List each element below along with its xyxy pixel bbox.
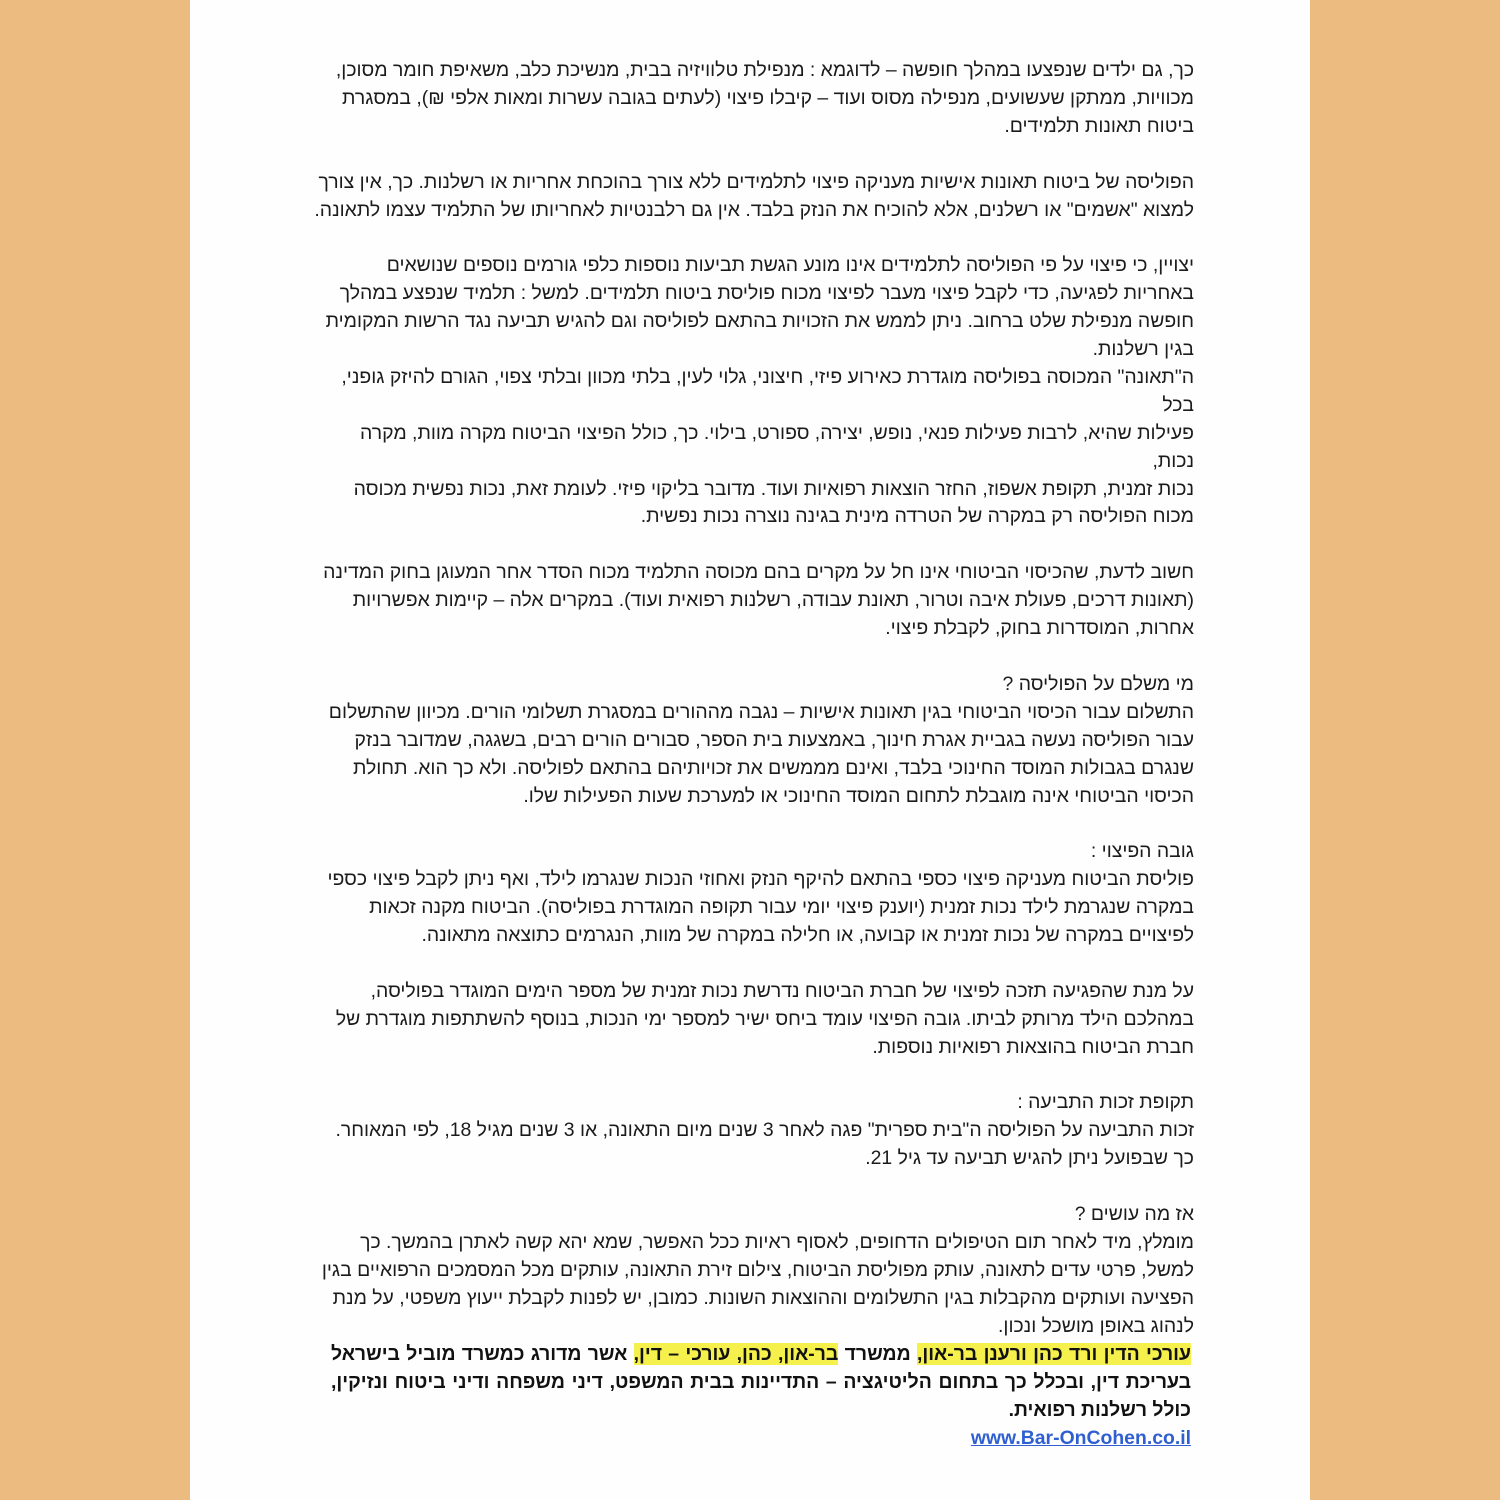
- from-office-text: ממשרד: [838, 1343, 917, 1365]
- section-claim-period: תקופת זכות התביעה : זכות התביעה על הפוליסה ה"בית ספרית" פגה לאחר 3 שנים מיום התאונה, או 3 שנים מגיל 18, לפי המאוחר. כך שבפועל ניתן להגיש תביעה עד גיל 21.: [335, 1091, 1194, 1170]
- office-description: אשר מדורג כמשרד מוביל בישראל בעריכת דין, ובכלל כך בתחום הליטיגציה – התדיינות בבית המשפט, דיני משפחה ודיני ביטוח ונזיקין, כולל רשלנות רפואית.: [331, 1343, 1191, 1421]
- paragraph-coverage-exclusions: חשוב לדעת, שהכיסוי הביטוחי אינו חל על מקרים בהם מכוסה התלמיד מכוח הסדר אחר המעוגן בחוק המדינה (תאונות דרכים, פעולת איבה וטרור, תאונת עבודה, רשלנות רפואית ועוד). במקרים אלה – קיימות אפשרויות אחרות, המוסדרות בחוק, לקבלת פיצוי.: [323, 561, 1194, 640]
- section-compensation-amount: גובה הפיצוי : פוליסת הביטוח מעניקה פיצוי כספי בהתאם להיקף הנזק ואחוזי הנכות שנגרמו לילד, ואף ניתן לקבל פיצוי כספי במקרה שנגרמת לילד נכות זמנית (יוענק פיצוי יומי עבור תקופה המוגדרת בפוליסה). הביטוח מקנה זכאות לפיצויים במקרה של נכות זמנית או קבועה, או חלילה במקרה של מוות, הנגרמים כתוצאה מתאונה.: [327, 840, 1194, 947]
- office-name-highlight: בר-און, כהן, עורכי – דין,: [633, 1343, 839, 1365]
- article-body: [314, 57, 1194, 1368]
- author-footer: [331, 1340, 1191, 1452]
- paragraph-vacation-injuries: כך, גם ילדים שנפצעו במהלך חופשה – לדוגמא : מנפילת טלוויזיה בבית, מנשיכת כלב, משאיפת חומר מסוכן, מכוויות, ממתקן שעשועים, מנפילה מסוס ועוד – קיבלו פיצוי (לעתים בגובה עשרות ומאות אלפי ₪), במסגרת ביטוח תאונות תלמידים.: [335, 59, 1194, 137]
- section-who-pays: מי משלם על הפוליסה ? התשלום עבור הכיסוי הביטוחי בגין תאונות אישיות – נגבה מההורים במסגרת תשלומי הורים. מכיוון שהתשלום עבור הפוליסה נעשה בגביית אגרת חינוך, באמצעות בית הספר, סבורים הורים רבים, בשגגה, שמדובר בנזק שנגרם בגבולות המוסד החינוכי בלבד, ואינם מממשים את זכויותיהם בהתאם לפוליסה. ולא כך הוא. תחולת הכיסוי הביטוחי אינה מוגבלת לתחום המוסד החינוכי או למערכת שעות הפעילות שלו.: [328, 672, 1194, 807]
- paragraph-additional-claims: יצויין, כי פיצוי על פי הפוליסה לתלמידים אינו מונע הגשת תביעות נוספות כלפי גורמים נוספים שנושאים באחריות לפגיעה, כדי לקבל פיצוי מעבר לפיצוי מכוח פוליסת ביטוח תלמידים. למשל : תלמיד שנפצע במהלך חופשה מנפילת שלט ברחוב. ניתן לממש את הזכויות בהתאם לפוליסה וגם להגיש תביעה נגד הרשות המקומית בגין רשלנות.: [325, 254, 1194, 361]
- paragraph-accident-definition: ה"תאונה" המכוסה בפוליסה מוגדרת כאירוע פיזי, חיצוני, גלוי לעין, בלתי מכוון ובלתי צפוי, הגורם להיזק גופני, בכל פעילות שהיא, לרבות פעילות פנאי, נופש, יצירה, ספורט, בילוי. כך, כולל הפיצוי הביטוח מקרה מוות, מקרה נכות, נכות זמנית, תקופת אשפוז, החזר הוצאות רפואיות ועוד. מדובר בליקוי פיזי. לעומת זאת, נכות נפשית מכוסה מכוח הפוליסה רק במקרה של הטרדה מינית בגינה נוצרה נכות נפשית.: [341, 365, 1194, 528]
- paragraph-temporary-disability: על מנת שהפגיעה תזכה לפיצוי של חברת הביטוח נדרשת נכות זמנית של מספר הימים המוגדר בפוליסה, במהלכם הילד מרותק לביתו. גובה הפיצוי עומד ביחס ישיר למספר ימי הנכות, בנוסף להשתתפות מוגדרת של חברת הביטוח בהוצאות רפואיות נוספות.: [335, 979, 1194, 1058]
- authors-highlight: עורכי הדין ורד כהן ורענן בר-און,: [916, 1343, 1191, 1365]
- document-page: [190, 0, 1310, 1500]
- section-what-to-do: אז מה עושים ? מומלץ, מיד לאחר תום הטיפולים הדחופים, לאסוף ראיות ככל האפשר, שמא יהא קשה לאתרן בהמשך. כך למשל, פרטי עדים לתאונה, עותק מפוליסת הביטוח, צילום זירת התאונה, עותקים מכל המסמכים הרפואיים בגין הפציעה ועותקים מהקבלות בגין התשלומים וההוצאות השונות. כמובן, יש לפנות לקבלת ייעוץ משפטי, על מנת לנהוג באופן מושכל ונכון.: [321, 1203, 1194, 1337]
- website-link[interactable]: www.Bar-OnCohen.co.il: [970, 1427, 1191, 1449]
- paragraph-no-fault-policy: הפוליסה של ביטוח תאונות אישיות מעניקה פיצוי לתלמידים ללא צורך בהוכחת אחריות או רשלנות. כך, אין צורך למצוא "אשמים" או רשלנים, אלא להוכיח את הנזק בלבד. אין גם רלבנטיות לאחריותו של התלמיד עצמו לתאונה.: [314, 170, 1194, 221]
